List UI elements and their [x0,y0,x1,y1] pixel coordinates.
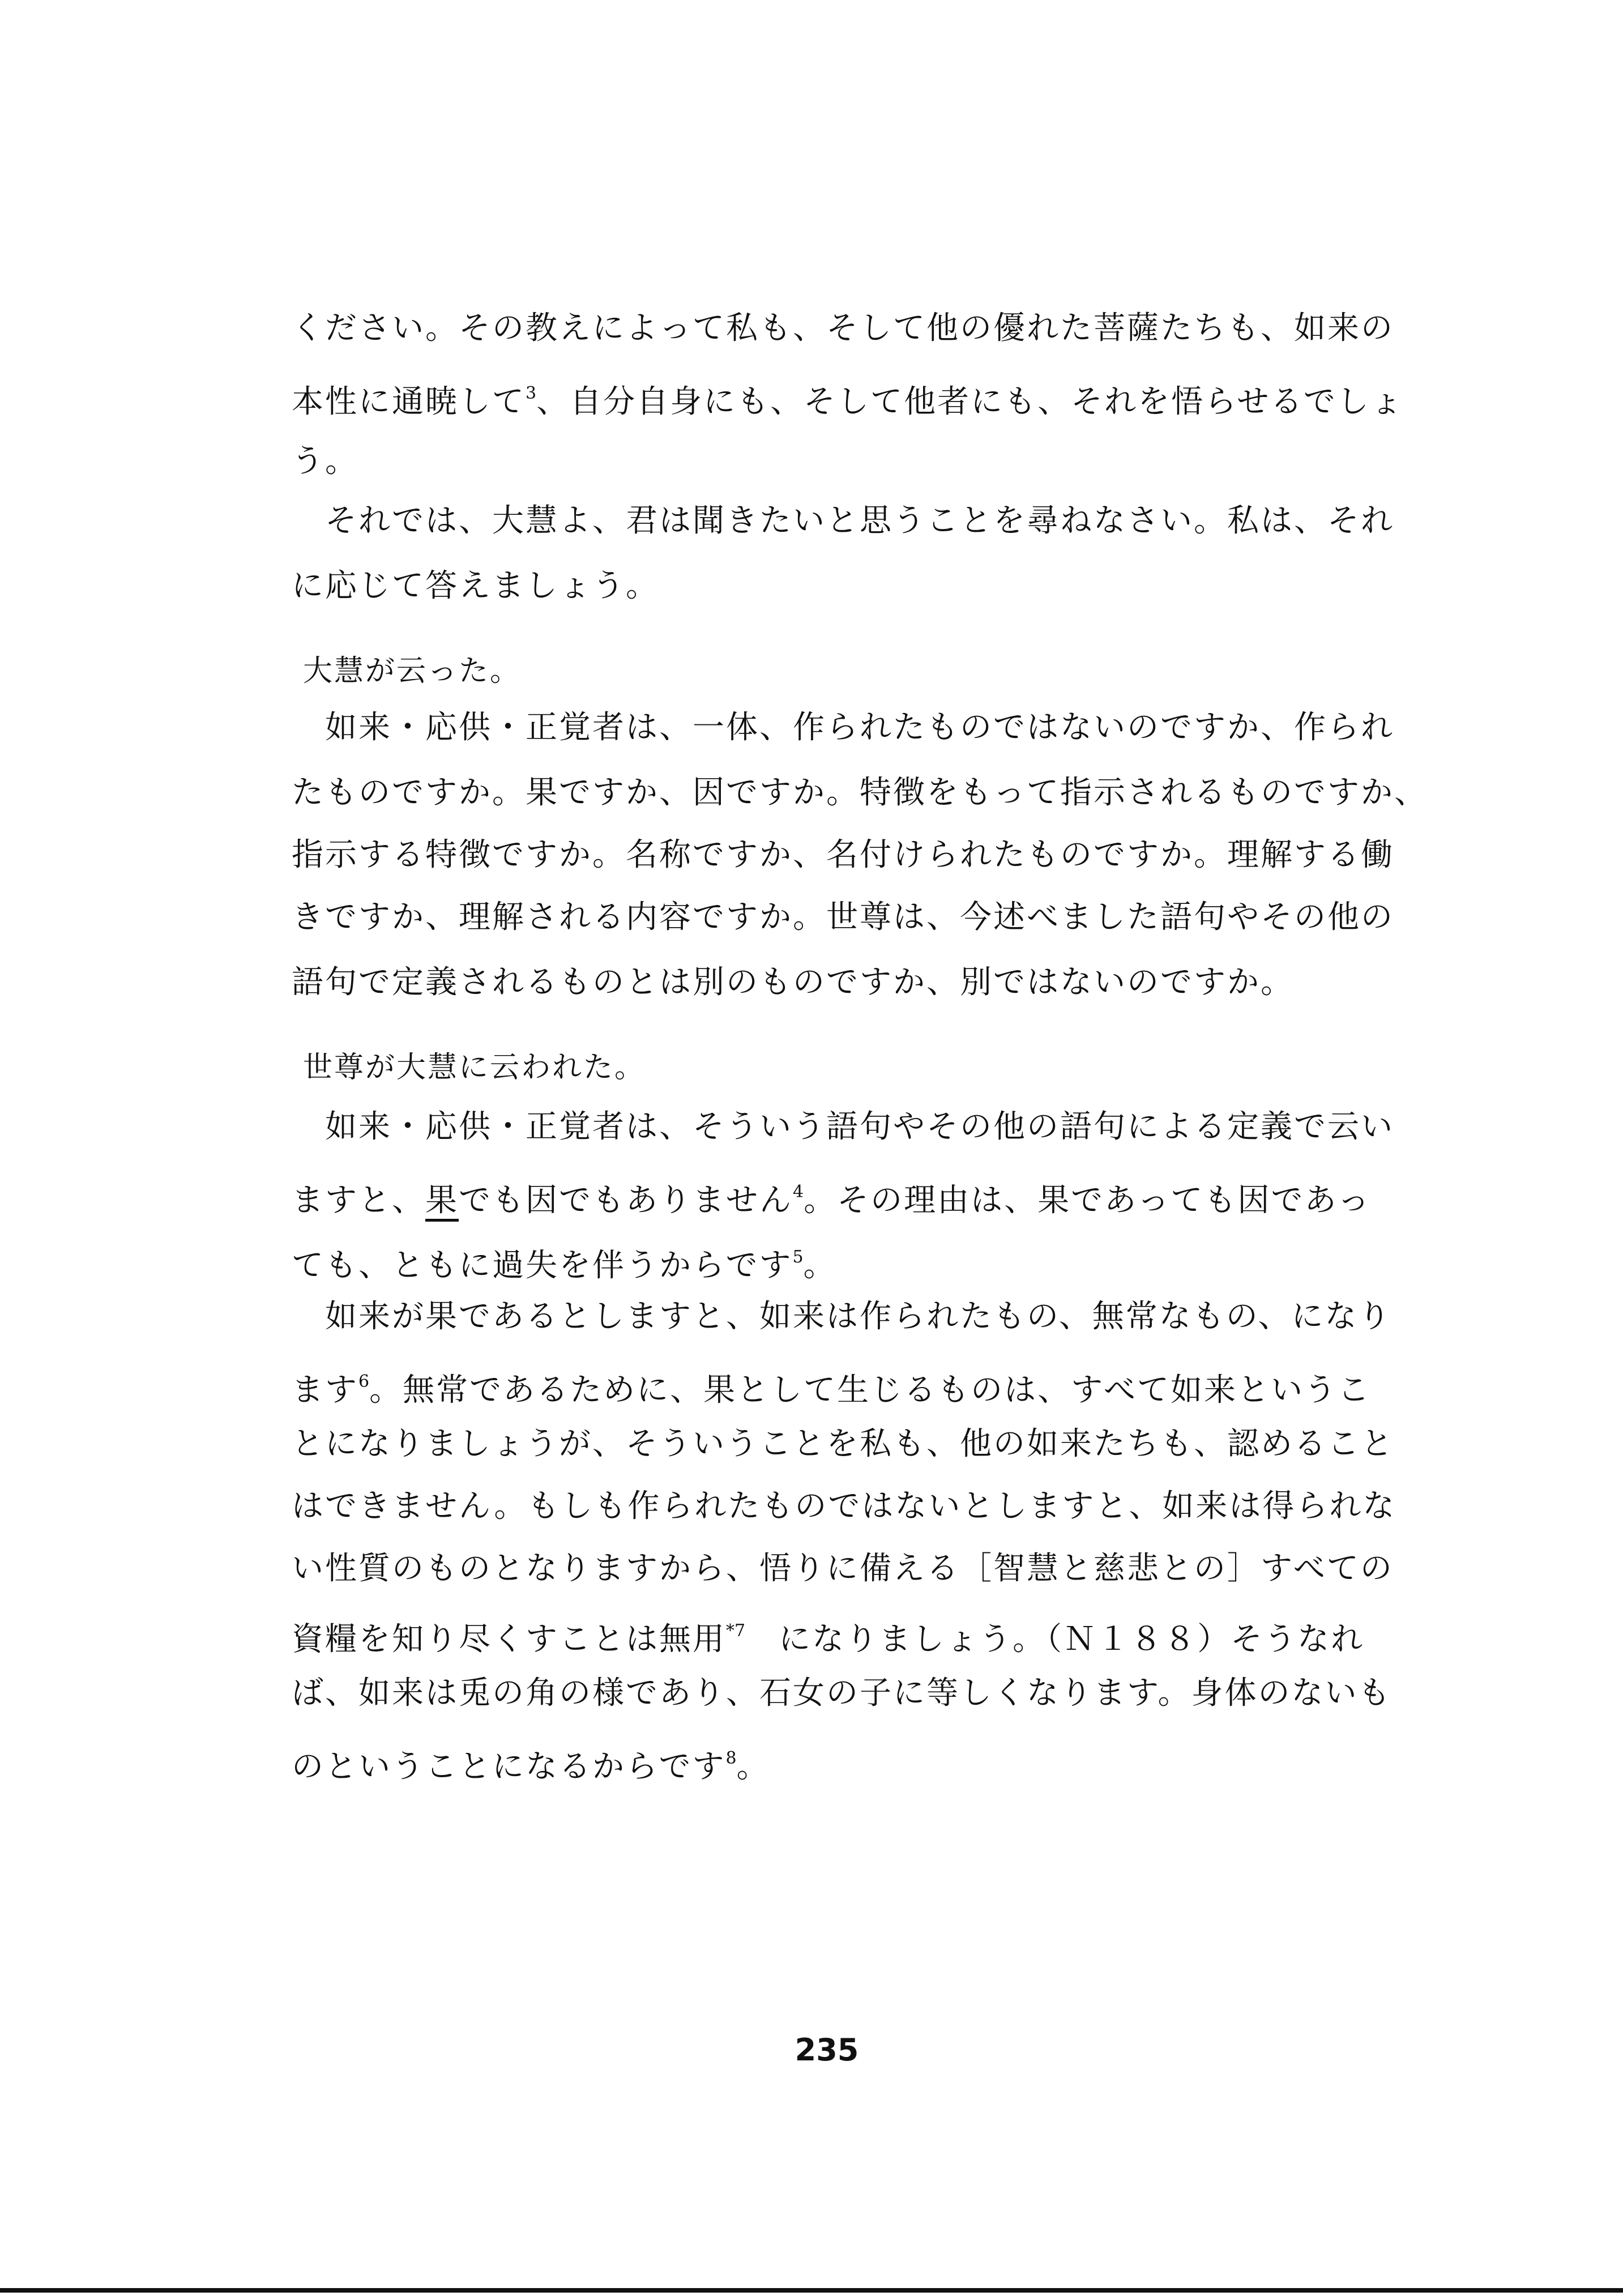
line-text: はできません。もしも作られたものではないとしますと、如来は得られな [292,1488,1396,1525]
line-text: ても、ともに過失を伴うからです [292,1247,793,1284]
line-text: 資糧を知り尽くすことは無用 [292,1621,726,1658]
line-text: 指示する特徴ですか。名称ですか、名付けられたものですか。理解する働 [292,837,1394,873]
text-line [292,1237,837,1286]
text-line [292,708,1394,748]
text-line [292,898,1394,937]
line-text: 。 [736,1748,770,1785]
footnote-marker: 3 [526,383,537,403]
text-line [292,1739,770,1787]
line-text: のということになるからです [292,1748,726,1785]
text-line [292,1549,1394,1589]
text-line [292,1172,1371,1220]
bottom-scan-border [0,2288,1623,2293]
line-text: 如来が果であるとしますと、如来は作られたもの、無常なもの、になり [292,1298,1392,1335]
line-text: 。その理由は、果であっても因であっ [804,1182,1371,1219]
line-text: い性質のものとなりますから、悟りに備える［智慧と慈悲との］すべての [292,1550,1394,1587]
line-text: 如来・応供・正覚者は、そういう語句やその他の語句による定義で云い [292,1108,1394,1145]
text-line [292,442,358,481]
line-text: それでは、大慧よ、君は聞きたいと思うことを尋ねなさい。私は、それ [292,502,1394,539]
line-text: 如来・応供・正覚者は、一体、作られたものではないのですか、作られ [292,709,1394,746]
text-line [292,1297,1392,1337]
text-line [292,773,1428,813]
line-text: う。 [292,443,358,480]
footnote-marker: 6 [358,1372,370,1392]
footnote-marker: *7 [726,1621,746,1641]
speaker-line [303,1048,646,1087]
line-text: ください。その教えによって私も、そして他の優れた菩薩たちも、如来の [292,310,1394,347]
footnote-marker: 5 [792,1247,804,1267]
text-line [292,1107,1394,1147]
line-text: 語句で定義されるものとは別のものですか、別ではないのですか。 [292,964,1294,1001]
footnote-marker: 4 [793,1182,804,1202]
line-text: きですか、理解される内容ですか。世尊は、今述べました語句やその他の [292,899,1394,936]
line-text: 。 [803,1247,837,1284]
text-line [292,1362,1371,1410]
line-text: ますと、 [292,1182,425,1219]
line-text: ば、如来は兎の角の様であり、石女の子に等しくなります。身体のないも [292,1675,1392,1712]
page-number: 235 [795,2032,859,2068]
footnote-marker: 8 [725,1748,737,1768]
line-text: でも因でもありません [459,1182,793,1219]
text-line [292,1487,1396,1526]
line-text: 。無常であるために、果として生じるものは、すべて如来というこ [369,1372,1371,1409]
line-text: たものですか。果ですか、因ですか。特徴をもって指示されるものですか、 [292,774,1428,811]
text-line [292,963,1294,1002]
text-line [292,1611,1364,1659]
line-text: ます [292,1372,358,1409]
text-line [292,566,659,606]
line-text: 、自分自身にも、そして他者にも、それを悟らせるでしょ [536,383,1404,420]
line-text: 本性に通暁して [292,383,526,420]
line-text: に応じて答えましょう。 [292,567,659,604]
text-line [292,835,1394,875]
text-line [292,1674,1392,1713]
line-text: になりましょう。（Ｎ１８８）そうなれ [745,1621,1365,1658]
line-text: とになりましょうが、そういうことを私も、他の如来たちも、認めること [292,1426,1394,1462]
text-line [292,1424,1394,1464]
line-text: 世尊が大慧に云われた。 [303,1051,646,1085]
line-text: 大慧が云った。 [303,654,522,688]
underlined-term: 果 [425,1182,459,1219]
speaker-line [303,651,521,691]
text-line [292,309,1394,348]
text-line [292,501,1394,541]
text-line [292,374,1404,422]
